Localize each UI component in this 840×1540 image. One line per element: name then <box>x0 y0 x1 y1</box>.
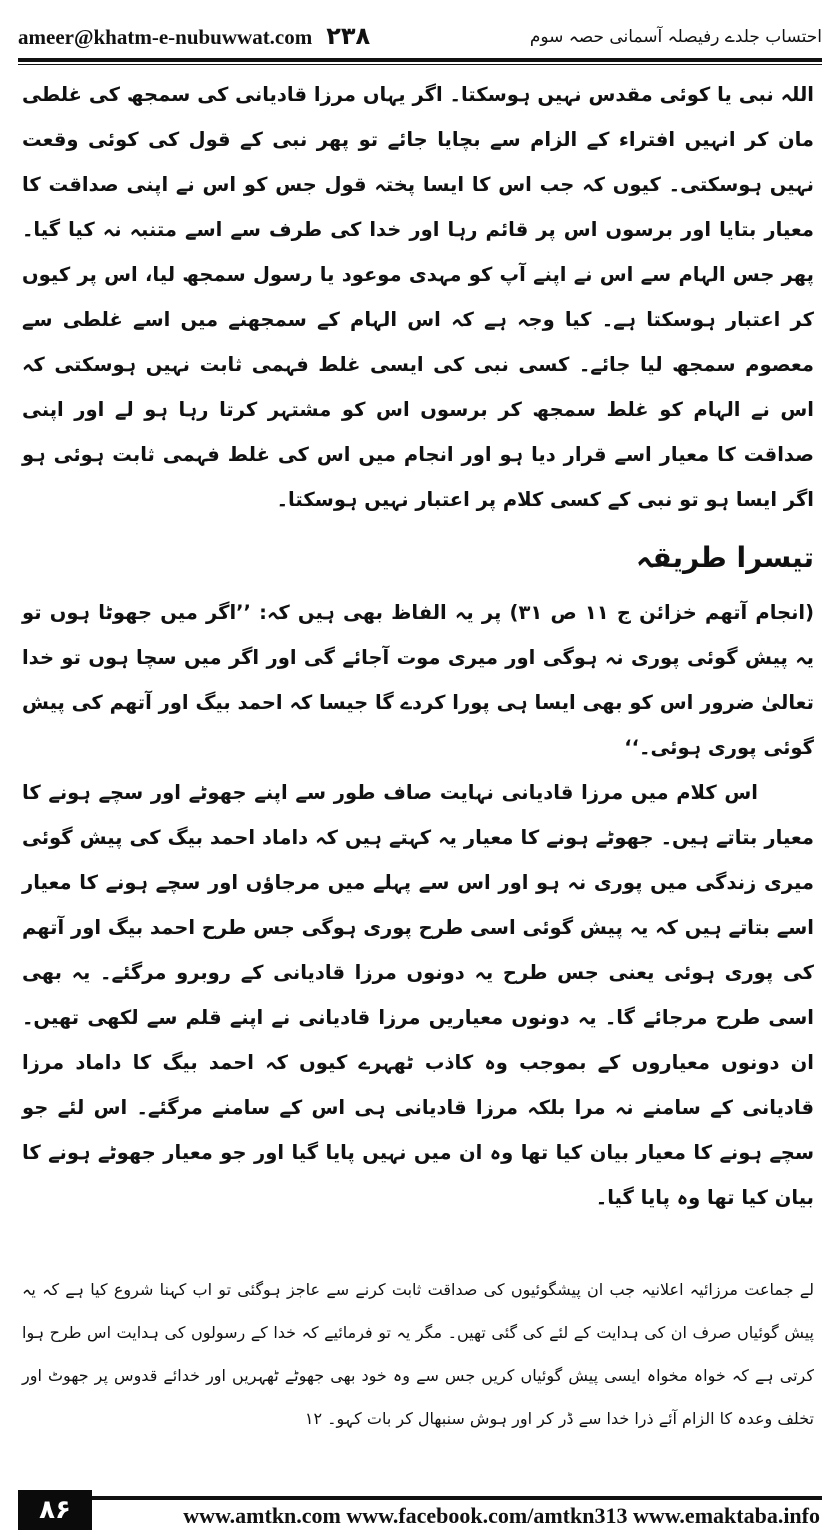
footnote: لے جماعت مرزائیہ اعلانیہ جب ان پیشگوئیوں کی صداقت ثابت کرنے سے عاجز ہوگئی تو اب کہنا شروع کیا ہے کہ یہ پیش گوئیاں صرف ان کی ہدایت کے لئے کی گئی تھیں۔ مگر یہ تو فرمائیے کہ خدا کے رسولوں کی ہدایت اس طرح ہوا کرتی ہے کہ خواہ مخواہ ایسی پیش گوئیاں کریں جس سے وہ خود بھی جھوٹے ٹھہریں اور خدائے قدوس پر جھوٹ اور تخلف وعدہ کا الزام آئے ذرا خدا سے ڈر کر اور ہوش سنبھال کر بات کہو۔ ۱۲ <box>22 1280 814 1428</box>
header-rule <box>18 58 822 62</box>
footer-right <box>92 1490 822 1530</box>
paragraph-1: اللہ نبی یا کوئی مقدس نہیں ہوسکتا۔ اگر یہاں مرزا قادیانی کی سمجھ کی غلطی مان کر انہیں افتراء کے الزام سے بچایا جائے تو پھر نبی کے قول کی کوئی وقعت نہیں ہوسکتی۔ کیوں کہ جب اس کا ایسا پختہ قول جس کو اس نے اپنی صداقت کا معیار بتایا اور برسوں اس پر قائم رہا اور خدا کی طرف سے اسے متنبہ نہ کیا گیا۔ پھر جس الہام سے اس نے اپنے آپ کو مہدی موعود یا رسول سمجھ لیا، اس پر کیوں کر اعتبار ہوسکتا ہے۔ کیا وجہ ہے کہ اس الہام کے سمجھنے میں اسے غلطی سے معصوم سمجھ لیا جائے۔ کسی نبی کی ایسی غلط فہمی ثابت نہیں ہوسکتی کہ اس نے الہام کو غلط سمجھ کر برسوں اس کو مشتہر کرتا رہا ہو لے اور اپنی صداقت کا معیار اسے قرار دیا ہو اور انجام میں اس کی غلط فہمی ثابت ہوئی ہو اگر ایسا ہو تو نبی کے کسی کلام پر اعتبار نہیں ہوسکتا۔ <box>22 83 814 511</box>
page-header <box>18 18 822 54</box>
page-footer <box>18 1490 822 1530</box>
header-page-number: ۲۳۸ <box>326 22 371 50</box>
footer-links: www.amtkn.com www.facebook.com/amtkn313 www.emaktaba.info <box>183 1503 820 1528</box>
header-left <box>18 22 370 50</box>
footer-page-number: ۸۶ <box>18 1490 92 1530</box>
header-rule-thin <box>18 64 822 65</box>
page-body <box>22 72 814 1220</box>
paragraph-2-quote: (انجام آتھم خزائن ج ۱۱ ص ۳۱) پر یہ الفاظ بھی ہیں کہ: ’’اگر میں جھوٹا ہوں تو یہ پیش گوئی پوری نہ ہوگی اور میری موت آجائے گی اور اگر میں سچا ہوں تو خدا تعالیٰ ضرور اس کو بھی ایسا ہی پورا کردے گا جیسا کہ احمد بیگ اور آتھم کی پیش گوئی پوری ہوئی۔‘‘ <box>22 601 814 759</box>
paragraph-3: اس کلام میں مرزا قادیانی نہایت صاف طور سے اپنے جھوٹے اور سچے ہونے کا معیار بتاتے ہیں۔ جھوٹے ہونے کا معیار یہ کہتے ہیں کہ داماد احمد بیگ کی پیش گوئی میری زندگی میں پوری نہ ہو اور اس سے پہلے میں مرجاؤں اور سچے ہونے کا معیار اسے بتاتے ہیں کہ یہ پیش گوئی اسی طرح پوری ہوگی جس طرح احمد بیگ اور آتھم کی پوری ہوئی یعنی جس طرح یہ دونوں مرزا قادیانی کے روبرو مرگئے۔ یہ بھی اسی طرح مرجائے گا۔ یہ دونوں معیاریں مرزا قادیانی نے اپنے قلم سے لکھی تھیں۔ ان دونوں معیاروں کے بموجب وہ کاذب ٹھہرے کیوں کہ احمد بیگ کا داماد مرزا قادیانی کے سامنے نہ مرا بلکہ مرزا قادیانی ہی اس کے سامنے مرگئے۔ اس لئے جو سچے ہونے کا معیار بیان کیا تھا وہ ان میں نہیں پایا گیا اور جو معیار جھوٹے ہونے کا بیان کیا تھا وہ پایا گیا۔ <box>22 781 814 1209</box>
section-heading: تیسرا طریقہ <box>635 541 814 574</box>
footer-rule <box>92 1496 822 1500</box>
header-email: ameer@khatm-e-nubuwwat.com <box>18 25 313 49</box>
header-book-title: احتساب جلدے رفیصلہ آسمانی حصہ سوم <box>529 26 822 47</box>
